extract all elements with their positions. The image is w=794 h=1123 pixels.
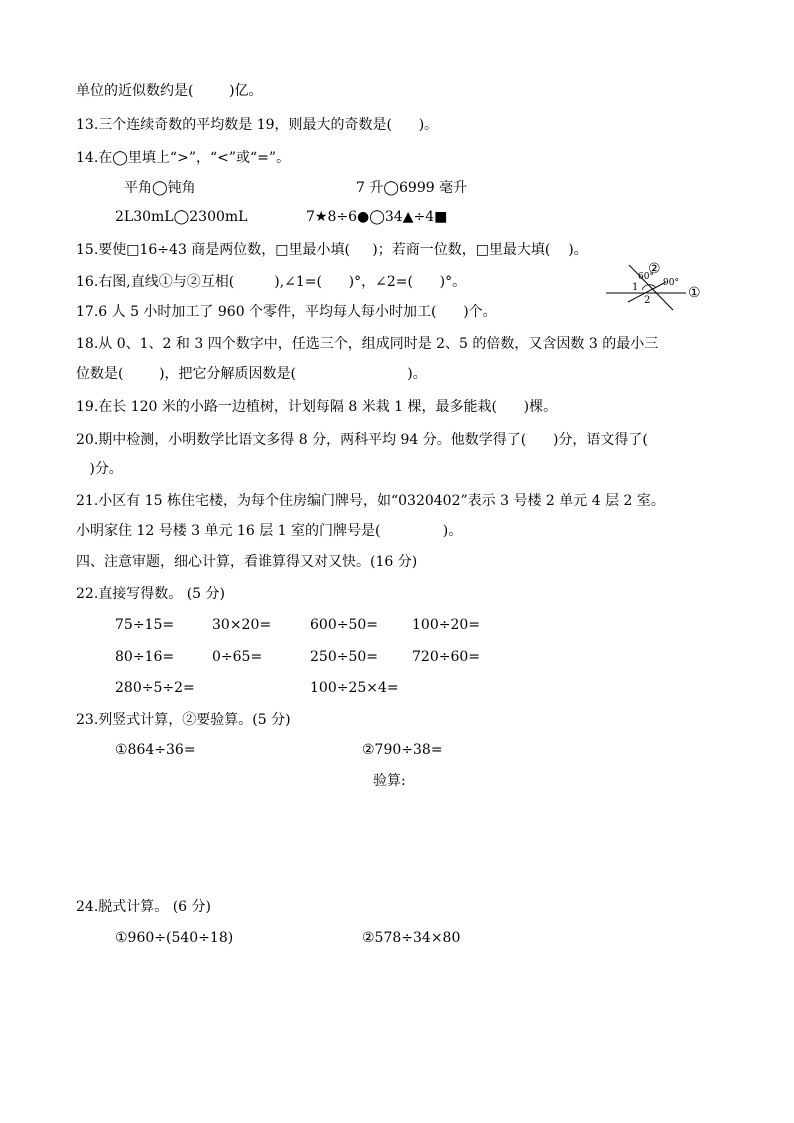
angle-60-label: 60°: [638, 272, 654, 282]
calc-0-65: 0÷65=: [212, 649, 263, 665]
line-17: 小明家住 12 号楼 3 单元 16 层 1 室的门牌号是( )。: [76, 523, 463, 539]
line-12: 位数是( )，把它分解质因数是( )。: [76, 366, 427, 382]
line-1-label: ①: [688, 285, 701, 301]
line-9: 16.右图,直线①与②互相( ),∠1=( )°，∠2=( )°。: [76, 274, 467, 290]
line-19: 22.直接写得数。 (5 分): [76, 586, 225, 602]
line-16: 21.小区有 15 栋住宅楼，为每个住房编门牌号，如“0320402”表示 3 号楼 2 单元 4 层 2 室。: [76, 493, 665, 509]
line-1: 单位的近似数约是( )亿。: [76, 83, 263, 99]
intersecting-lines-figure: [600, 262, 715, 314]
line-4: 平角◯钝角: [124, 180, 196, 196]
vertical-calc-1: ①864÷36=: [115, 742, 196, 758]
calc-720-60: 720÷60=: [412, 649, 480, 665]
calc-100-25x4: 100÷25×4=: [310, 680, 399, 696]
line-24: 24.脱式计算。 (6 分): [76, 899, 211, 915]
line-23: 23.列竖式计算，②要验算。(5 分): [76, 712, 291, 728]
calc-280-5-2: 280÷5÷2=: [115, 680, 195, 696]
calc-100-20: 100÷20=: [412, 617, 480, 633]
line-18: 四、注意审题，细心计算，看谁算得又对又快。(16 分): [76, 554, 418, 570]
line-2-label: ②: [648, 262, 661, 277]
angle-2-label: 2: [644, 295, 651, 306]
step-calc-2: ②578÷34×80: [362, 930, 461, 946]
angle-90-label: 90°: [663, 278, 679, 288]
vertical-calc-2: ②790÷38=: [362, 742, 443, 758]
calc-30x20: 30×20=: [212, 617, 272, 633]
line-14: 20.期中检测，小明数学比语文多得 8 分，两科平均 94 分。他数学得了( )分，语文得了(: [76, 432, 648, 448]
calc-600-50: 600÷50=: [310, 617, 378, 633]
line-8: 15.要使□16÷43 商是两位数，□里最小填( )；若商一位数，□里最大填( )。: [76, 242, 588, 258]
verify-label: 验算:: [373, 773, 406, 789]
angle-1-label: 1: [632, 282, 639, 293]
line-2: 13.三个连续奇数的平均数是 19，则最大的奇数是( )。: [76, 117, 439, 133]
line-5: 7 升◯6999 毫升: [356, 180, 468, 196]
line-15: )分。: [76, 461, 123, 477]
line-7: 7★8÷6●◯34▲÷4■: [306, 209, 448, 225]
calc-75-15: 75÷15=: [115, 617, 175, 633]
calc-250-50: 250÷50=: [310, 649, 378, 665]
line-11: 18.从 0、1、2 和 3 四个数字中，任选三个，组成同时是 2、5 的倍数，又含因数 3 的最小三: [76, 336, 659, 352]
calc-80-16: 80÷16=: [115, 649, 175, 665]
line-6: 2L30mL◯2300mL: [115, 209, 248, 225]
line-13: 19.在长 120 米的小路一边植树，计划每隔 8 米栽 1 棵，最多能栽( )棵。: [76, 399, 558, 415]
line-10: 17.6 人 5 小时加工了 960 个零件，平均每人每小时加工( )个。: [76, 304, 497, 320]
step-calc-1: ①960÷(540÷18): [115, 930, 234, 946]
line-3: 14.在◯里填上“>”，“<”或“=”。: [76, 150, 291, 166]
